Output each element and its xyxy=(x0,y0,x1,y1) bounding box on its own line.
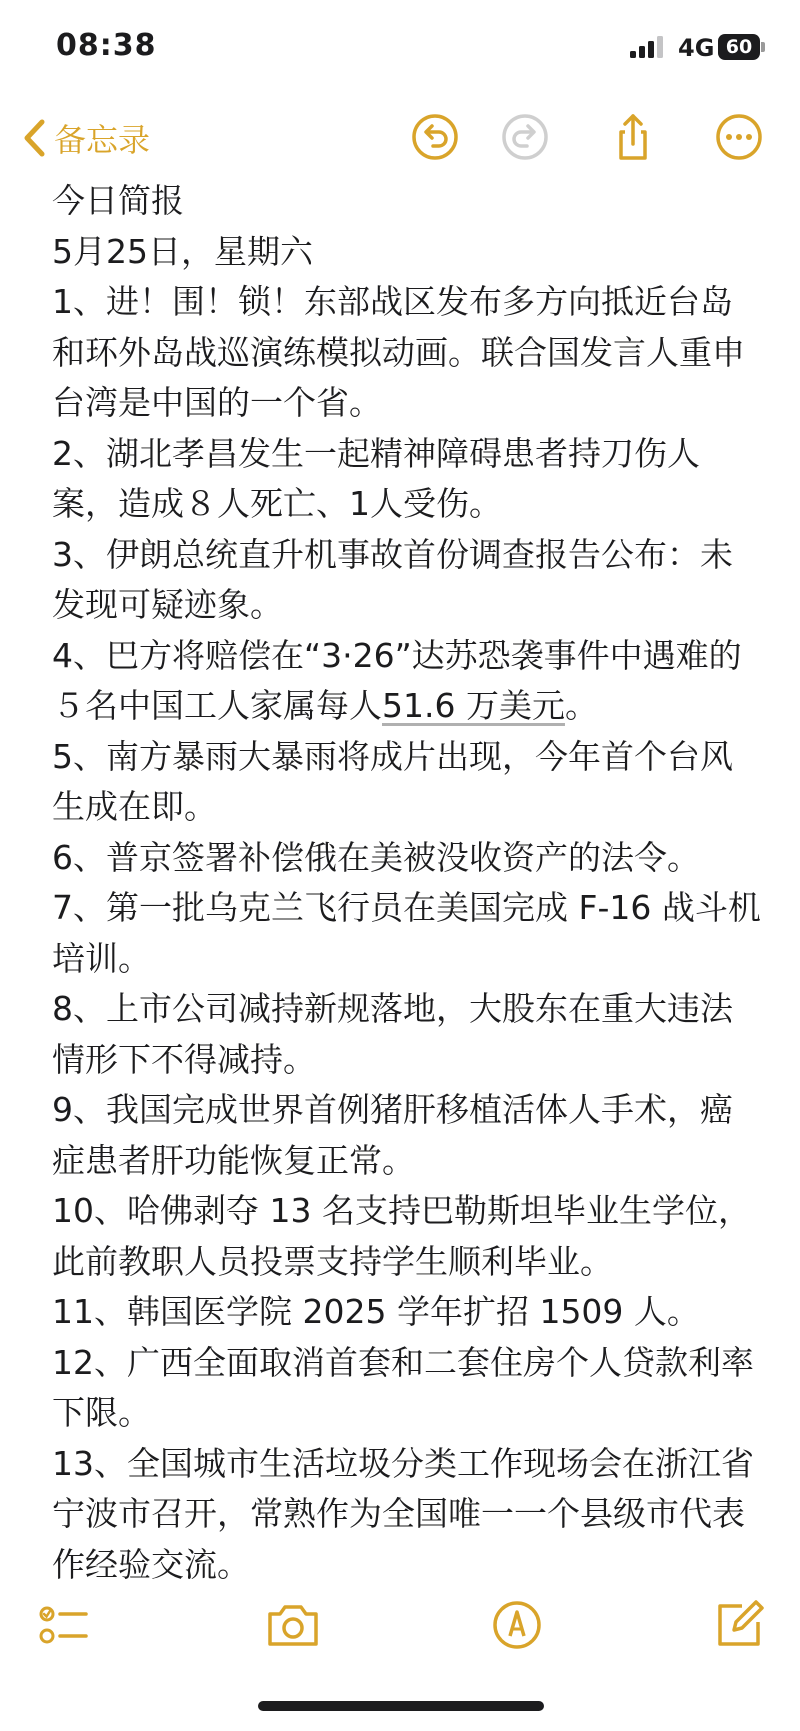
note-item xyxy=(52,631,762,732)
markup-pen-icon[interactable] xyxy=(490,1598,544,1652)
battery-cap xyxy=(761,42,765,52)
nav-bar xyxy=(0,100,800,176)
checklist-icon[interactable] xyxy=(38,1598,92,1652)
note-item: 9、我国完成世界首例猪肝移植活体人手术，癌症患者肝功能恢复正常。 xyxy=(52,1090,733,1180)
note-item: 13、全国城市生活垃圾分类工作现场会在浙江省宁波市召开，常熟作为全国唯一一个县级市代表作经验交流。 xyxy=(52,1443,754,1584)
undo-icon[interactable] xyxy=(410,112,460,162)
status-time: 08:38 xyxy=(56,28,157,63)
bottom-toolbar xyxy=(0,1590,800,1670)
note-date: 5月25日，星期六 xyxy=(52,231,313,271)
note-body[interactable] xyxy=(52,176,762,1590)
status-bar xyxy=(0,0,800,100)
amount-link[interactable]: 51.6 万美元 xyxy=(382,686,565,725)
chevron-left-icon xyxy=(22,118,48,158)
note-item: 8、上市公司减持新规落地，大股东在重大违法情形下不得减持。 xyxy=(52,989,733,1079)
note-item-text: 4、巴方将赔偿在“3·26”达苏恐袭事件中遇难的５名中国工人家属每人 xyxy=(52,635,742,725)
home-indicator[interactable] xyxy=(258,1701,544,1711)
note-item: 5、南方暴雨大暴雨将成片出现，今年首个台风生成在即。 xyxy=(52,736,733,826)
note-item: 7、第一批乌克兰飞行员在美国完成 F-16 战斗机培训。 xyxy=(52,888,761,978)
more-icon[interactable] xyxy=(714,112,764,162)
note-item: 10、哈佛剥夺 13 名支持巴勒斯坦毕业生学位，此前教职人员投票支持学生顺利毕业。 xyxy=(52,1191,751,1281)
note-item: 11、韩国医学院 2025 学年扩招 1509 人。 xyxy=(52,1292,700,1331)
compose-icon[interactable] xyxy=(712,1598,766,1652)
note-item: 12、广西全面取消首套和二套住房个人贷款利率下限。 xyxy=(52,1342,754,1432)
network-type: 4G xyxy=(678,34,715,62)
back-button[interactable] xyxy=(22,114,150,162)
battery-icon xyxy=(718,34,760,60)
share-icon[interactable] xyxy=(608,112,658,162)
redo-icon[interactable] xyxy=(500,112,550,162)
note-item: 3、伊朗总统直升机事故首份调查报告公布：未发现可疑迹象。 xyxy=(52,534,733,624)
back-label: 备忘录 xyxy=(54,121,151,159)
battery-level: 60 xyxy=(725,36,753,58)
camera-icon[interactable] xyxy=(266,1598,320,1652)
note-item: 1、进！围！锁！东部战区发布多方向抵近台岛和环外岛战巡演练模拟动画。联合国发言人重申台湾是中国的一个省。 xyxy=(52,282,745,422)
note-item: 2、湖北孝昌发生一起精神障碍患者持刀伤人案，造成８人死亡、1人受伤。 xyxy=(52,433,700,523)
note-title: 今日简报 xyxy=(52,181,184,220)
note-item: 6、普京签署补偿俄在美被没收资产的法令。 xyxy=(52,837,700,877)
note-item-end: 。 xyxy=(564,686,598,725)
cellular-signal-icon xyxy=(630,36,670,58)
